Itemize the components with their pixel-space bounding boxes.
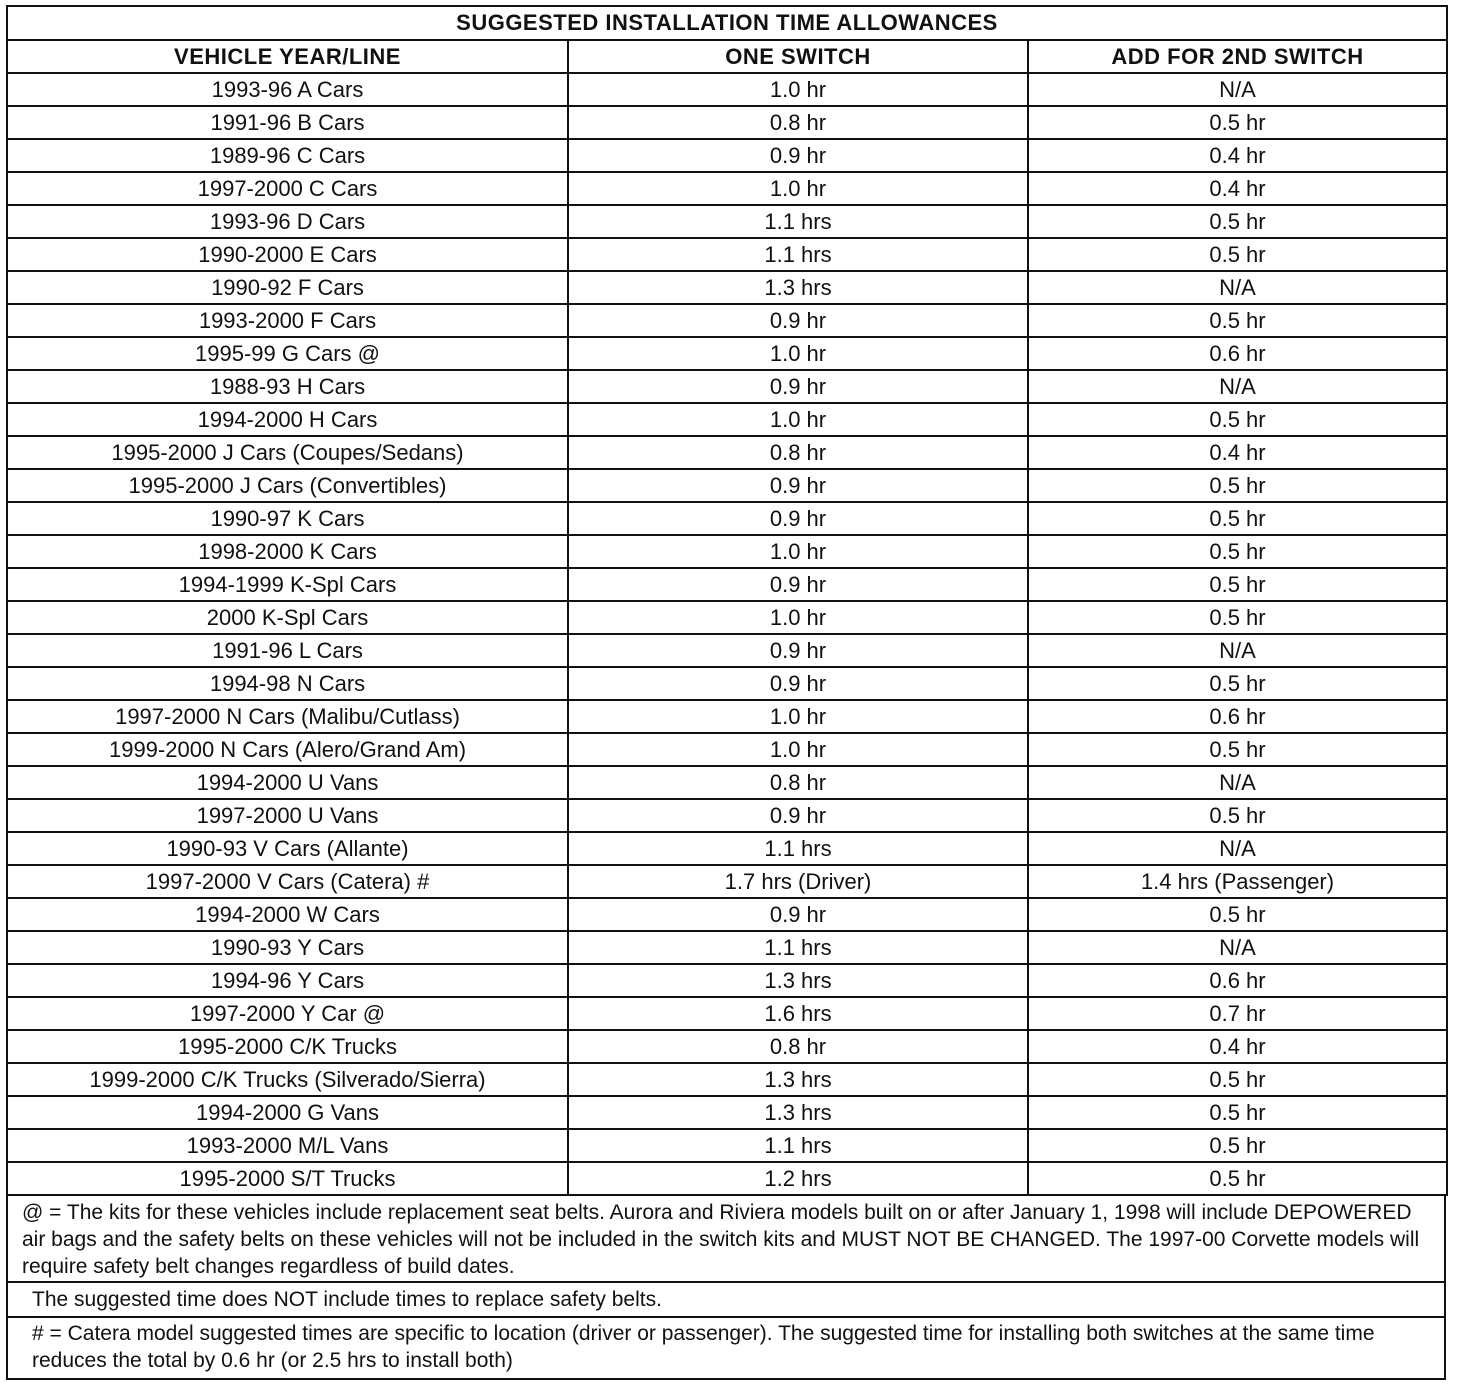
one-switch-cell: 1.0 hr xyxy=(568,172,1028,205)
vehicle-cell: 1997-2000 C Cars xyxy=(7,172,568,205)
vehicle-cell: 1990-92 F Cars xyxy=(7,271,568,304)
second-switch-cell: N/A xyxy=(1028,271,1447,304)
vehicle-cell: 1995-99 G Cars @ xyxy=(7,337,568,370)
vehicle-cell: 1997-2000 V Cars (Catera) # xyxy=(7,865,568,898)
second-switch-cell: 0.5 hr xyxy=(1028,535,1447,568)
second-switch-cell: 0.4 hr xyxy=(1028,1030,1447,1063)
table-row xyxy=(7,865,1447,898)
catera-note: # = Catera model suggested times are specific to location (driver or passenger). The suggested time for installing both switches at the same time reduces the total by 0.6 hr (or 2.5 hrs to install both) xyxy=(6,1318,1446,1380)
vehicle-cell: 1991-96 L Cars xyxy=(7,634,568,667)
one-switch-cell: 1.1 hrs xyxy=(568,1129,1028,1162)
table-row xyxy=(7,271,1447,304)
second-switch-cell: 0.5 hr xyxy=(1028,304,1447,337)
second-switch-cell: 0.5 hr xyxy=(1028,238,1447,271)
vehicle-cell: 1989-96 C Cars xyxy=(7,139,568,172)
second-switch-cell: 0.4 hr xyxy=(1028,172,1447,205)
second-switch-cell: 0.5 hr xyxy=(1028,1129,1447,1162)
second-switch-cell: 0.5 hr xyxy=(1028,205,1447,238)
one-switch-cell: 1.1 hrs xyxy=(568,931,1028,964)
second-switch-cell: 0.6 hr xyxy=(1028,964,1447,997)
seat-belt-note: @ = The kits for these vehicles include replacement seat belts. Aurora and Riviera models built on or after January 1, 1998 will include DEPOWERED air bags and the safety belts on these vehicles will not be included in the switch kits and MUST NOT BE CHANGED. The 1997-00 Corvette models will require safety belt changes regardless of build dates. xyxy=(6,1196,1446,1283)
table-row xyxy=(7,799,1447,832)
table-row xyxy=(7,337,1447,370)
vehicle-cell: 1994-98 N Cars xyxy=(7,667,568,700)
second-switch-cell: 0.5 hr xyxy=(1028,568,1447,601)
table-row xyxy=(7,568,1447,601)
table-row xyxy=(7,172,1447,205)
one-switch-cell: 1.1 hrs xyxy=(568,205,1028,238)
table-row xyxy=(7,370,1447,403)
one-switch-cell: 0.9 hr xyxy=(568,568,1028,601)
one-switch-cell: 0.9 hr xyxy=(568,799,1028,832)
vehicle-cell: 1994-2000 H Cars xyxy=(7,403,568,436)
vehicle-cell: 2000 K-Spl Cars xyxy=(7,601,568,634)
second-switch-cell: 0.5 hr xyxy=(1028,799,1447,832)
table-row xyxy=(7,139,1447,172)
header-one-switch: ONE SWITCH xyxy=(568,40,1028,73)
one-switch-cell: 0.8 hr xyxy=(568,766,1028,799)
one-switch-cell: 1.1 hrs xyxy=(568,238,1028,271)
table-row xyxy=(7,931,1447,964)
one-switch-cell: 0.9 hr xyxy=(568,502,1028,535)
table-row xyxy=(7,403,1447,436)
table-row xyxy=(7,898,1447,931)
second-switch-cell: 0.5 hr xyxy=(1028,469,1447,502)
table-row xyxy=(7,1129,1447,1162)
table-row xyxy=(7,469,1447,502)
vehicle-cell: 1997-2000 Y Car @ xyxy=(7,997,568,1030)
second-switch-cell: 0.7 hr xyxy=(1028,997,1447,1030)
second-switch-cell: N/A xyxy=(1028,832,1447,865)
vehicle-cell: 1999-2000 C/K Trucks (Silverado/Sierra) xyxy=(7,1063,568,1096)
one-switch-cell: 0.9 hr xyxy=(568,898,1028,931)
table-row xyxy=(7,205,1447,238)
table-row xyxy=(7,634,1447,667)
table-row xyxy=(7,1063,1447,1096)
second-switch-cell: 1.4 hrs (Passenger) xyxy=(1028,865,1447,898)
table-row xyxy=(7,1096,1447,1129)
one-switch-cell: 1.0 hr xyxy=(568,337,1028,370)
one-switch-cell: 1.3 hrs xyxy=(568,271,1028,304)
vehicle-cell: 1990-93 V Cars (Allante) xyxy=(7,832,568,865)
second-switch-cell: 0.5 hr xyxy=(1028,1096,1447,1129)
one-switch-cell: 0.9 hr xyxy=(568,370,1028,403)
table-title-row xyxy=(7,6,1447,40)
table-row xyxy=(7,766,1447,799)
installation-time-sheet xyxy=(6,5,1446,1380)
second-switch-cell: 0.4 hr xyxy=(1028,436,1447,469)
table-row xyxy=(7,601,1447,634)
table-row xyxy=(7,238,1447,271)
one-switch-cell: 1.1 hrs xyxy=(568,832,1028,865)
one-switch-cell: 1.0 hr xyxy=(568,700,1028,733)
one-switch-cell: 0.8 hr xyxy=(568,1030,1028,1063)
table-row xyxy=(7,1162,1447,1195)
table-row xyxy=(7,700,1447,733)
table-row xyxy=(7,733,1447,766)
table-row xyxy=(7,436,1447,469)
second-switch-cell: 0.6 hr xyxy=(1028,700,1447,733)
table-row xyxy=(7,535,1447,568)
second-switch-cell: 0.5 hr xyxy=(1028,106,1447,139)
table-row xyxy=(7,1030,1447,1063)
vehicle-cell: 1994-2000 W Cars xyxy=(7,898,568,931)
second-switch-cell: 0.6 hr xyxy=(1028,337,1447,370)
vehicle-cell: 1995-2000 J Cars (Coupes/Sedans) xyxy=(7,436,568,469)
second-switch-cell: 0.5 hr xyxy=(1028,898,1447,931)
vehicle-cell: 1998-2000 K Cars xyxy=(7,535,568,568)
one-switch-cell: 1.0 hr xyxy=(568,73,1028,106)
one-switch-cell: 1.3 hrs xyxy=(568,1096,1028,1129)
second-switch-cell: N/A xyxy=(1028,766,1447,799)
table-row xyxy=(7,73,1447,106)
one-switch-cell: 1.6 hrs xyxy=(568,997,1028,1030)
vehicle-cell: 1995-2000 J Cars (Convertibles) xyxy=(7,469,568,502)
second-switch-cell: 0.5 hr xyxy=(1028,1063,1447,1096)
one-switch-cell: 1.3 hrs xyxy=(568,1063,1028,1096)
one-switch-cell: 0.9 hr xyxy=(568,667,1028,700)
second-switch-cell: 0.5 hr xyxy=(1028,601,1447,634)
vehicle-cell: 1993-96 D Cars xyxy=(7,205,568,238)
second-switch-cell: N/A xyxy=(1028,73,1447,106)
one-switch-cell: 1.2 hrs xyxy=(568,1162,1028,1195)
table-row xyxy=(7,502,1447,535)
second-switch-cell: 0.5 hr xyxy=(1028,403,1447,436)
vehicle-cell: 1991-96 B Cars xyxy=(7,106,568,139)
one-switch-cell: 0.9 hr xyxy=(568,634,1028,667)
vehicle-cell: 1994-2000 G Vans xyxy=(7,1096,568,1129)
vehicle-cell: 1994-96 Y Cars xyxy=(7,964,568,997)
table-row xyxy=(7,667,1447,700)
one-switch-cell: 1.0 hr xyxy=(568,733,1028,766)
vehicle-cell: 1990-2000 E Cars xyxy=(7,238,568,271)
one-switch-cell: 1.7 hrs (Driver) xyxy=(568,865,1028,898)
one-switch-cell: 0.9 hr xyxy=(568,139,1028,172)
second-switch-cell: N/A xyxy=(1028,931,1447,964)
vehicle-cell: 1997-2000 U Vans xyxy=(7,799,568,832)
header-add-2nd-switch: ADD FOR 2ND SWITCH xyxy=(1028,40,1447,73)
second-switch-cell: N/A xyxy=(1028,370,1447,403)
vehicle-cell: 1995-2000 S/T Trucks xyxy=(7,1162,568,1195)
vehicle-cell: 1994-2000 U Vans xyxy=(7,766,568,799)
one-switch-cell: 0.9 hr xyxy=(568,469,1028,502)
second-switch-cell: 0.4 hr xyxy=(1028,139,1447,172)
one-switch-cell: 1.0 hr xyxy=(568,535,1028,568)
vehicle-cell: 1993-96 A Cars xyxy=(7,73,568,106)
second-switch-cell: 0.5 hr xyxy=(1028,667,1447,700)
vehicle-cell: 1990-93 Y Cars xyxy=(7,931,568,964)
vehicle-cell: 1993-2000 F Cars xyxy=(7,304,568,337)
vehicle-cell: 1995-2000 C/K Trucks xyxy=(7,1030,568,1063)
column-header-row xyxy=(7,40,1447,73)
installation-time-table xyxy=(6,5,1448,1196)
one-switch-cell: 0.9 hr xyxy=(568,304,1028,337)
one-switch-cell: 1.0 hr xyxy=(568,601,1028,634)
one-switch-cell: 1.3 hrs xyxy=(568,964,1028,997)
vehicle-cell: 1999-2000 N Cars (Alero/Grand Am) xyxy=(7,733,568,766)
one-switch-cell: 0.8 hr xyxy=(568,106,1028,139)
table-row xyxy=(7,304,1447,337)
one-switch-cell: 1.0 hr xyxy=(568,403,1028,436)
vehicle-cell: 1994-1999 K-Spl Cars xyxy=(7,568,568,601)
second-switch-cell: 0.5 hr xyxy=(1028,1162,1447,1195)
table-row xyxy=(7,997,1447,1030)
one-switch-cell: 0.8 hr xyxy=(568,436,1028,469)
table-title: SUGGESTED INSTALLATION TIME ALLOWANCES xyxy=(7,6,1447,40)
vehicle-cell: 1988-93 H Cars xyxy=(7,370,568,403)
header-vehicle-year-line: VEHICLE YEAR/LINE xyxy=(7,40,568,73)
table-body xyxy=(7,73,1447,1195)
table-row xyxy=(7,106,1447,139)
second-switch-cell: 0.5 hr xyxy=(1028,502,1447,535)
table-row xyxy=(7,832,1447,865)
time-excludes-note: The suggested time does NOT include times to replace safety belts. xyxy=(6,1283,1446,1318)
vehicle-cell: 1997-2000 N Cars (Malibu/Cutlass) xyxy=(7,700,568,733)
second-switch-cell: 0.5 hr xyxy=(1028,733,1447,766)
table-row xyxy=(7,964,1447,997)
vehicle-cell: 1993-2000 M/L Vans xyxy=(7,1129,568,1162)
vehicle-cell: 1990-97 K Cars xyxy=(7,502,568,535)
second-switch-cell: N/A xyxy=(1028,634,1447,667)
